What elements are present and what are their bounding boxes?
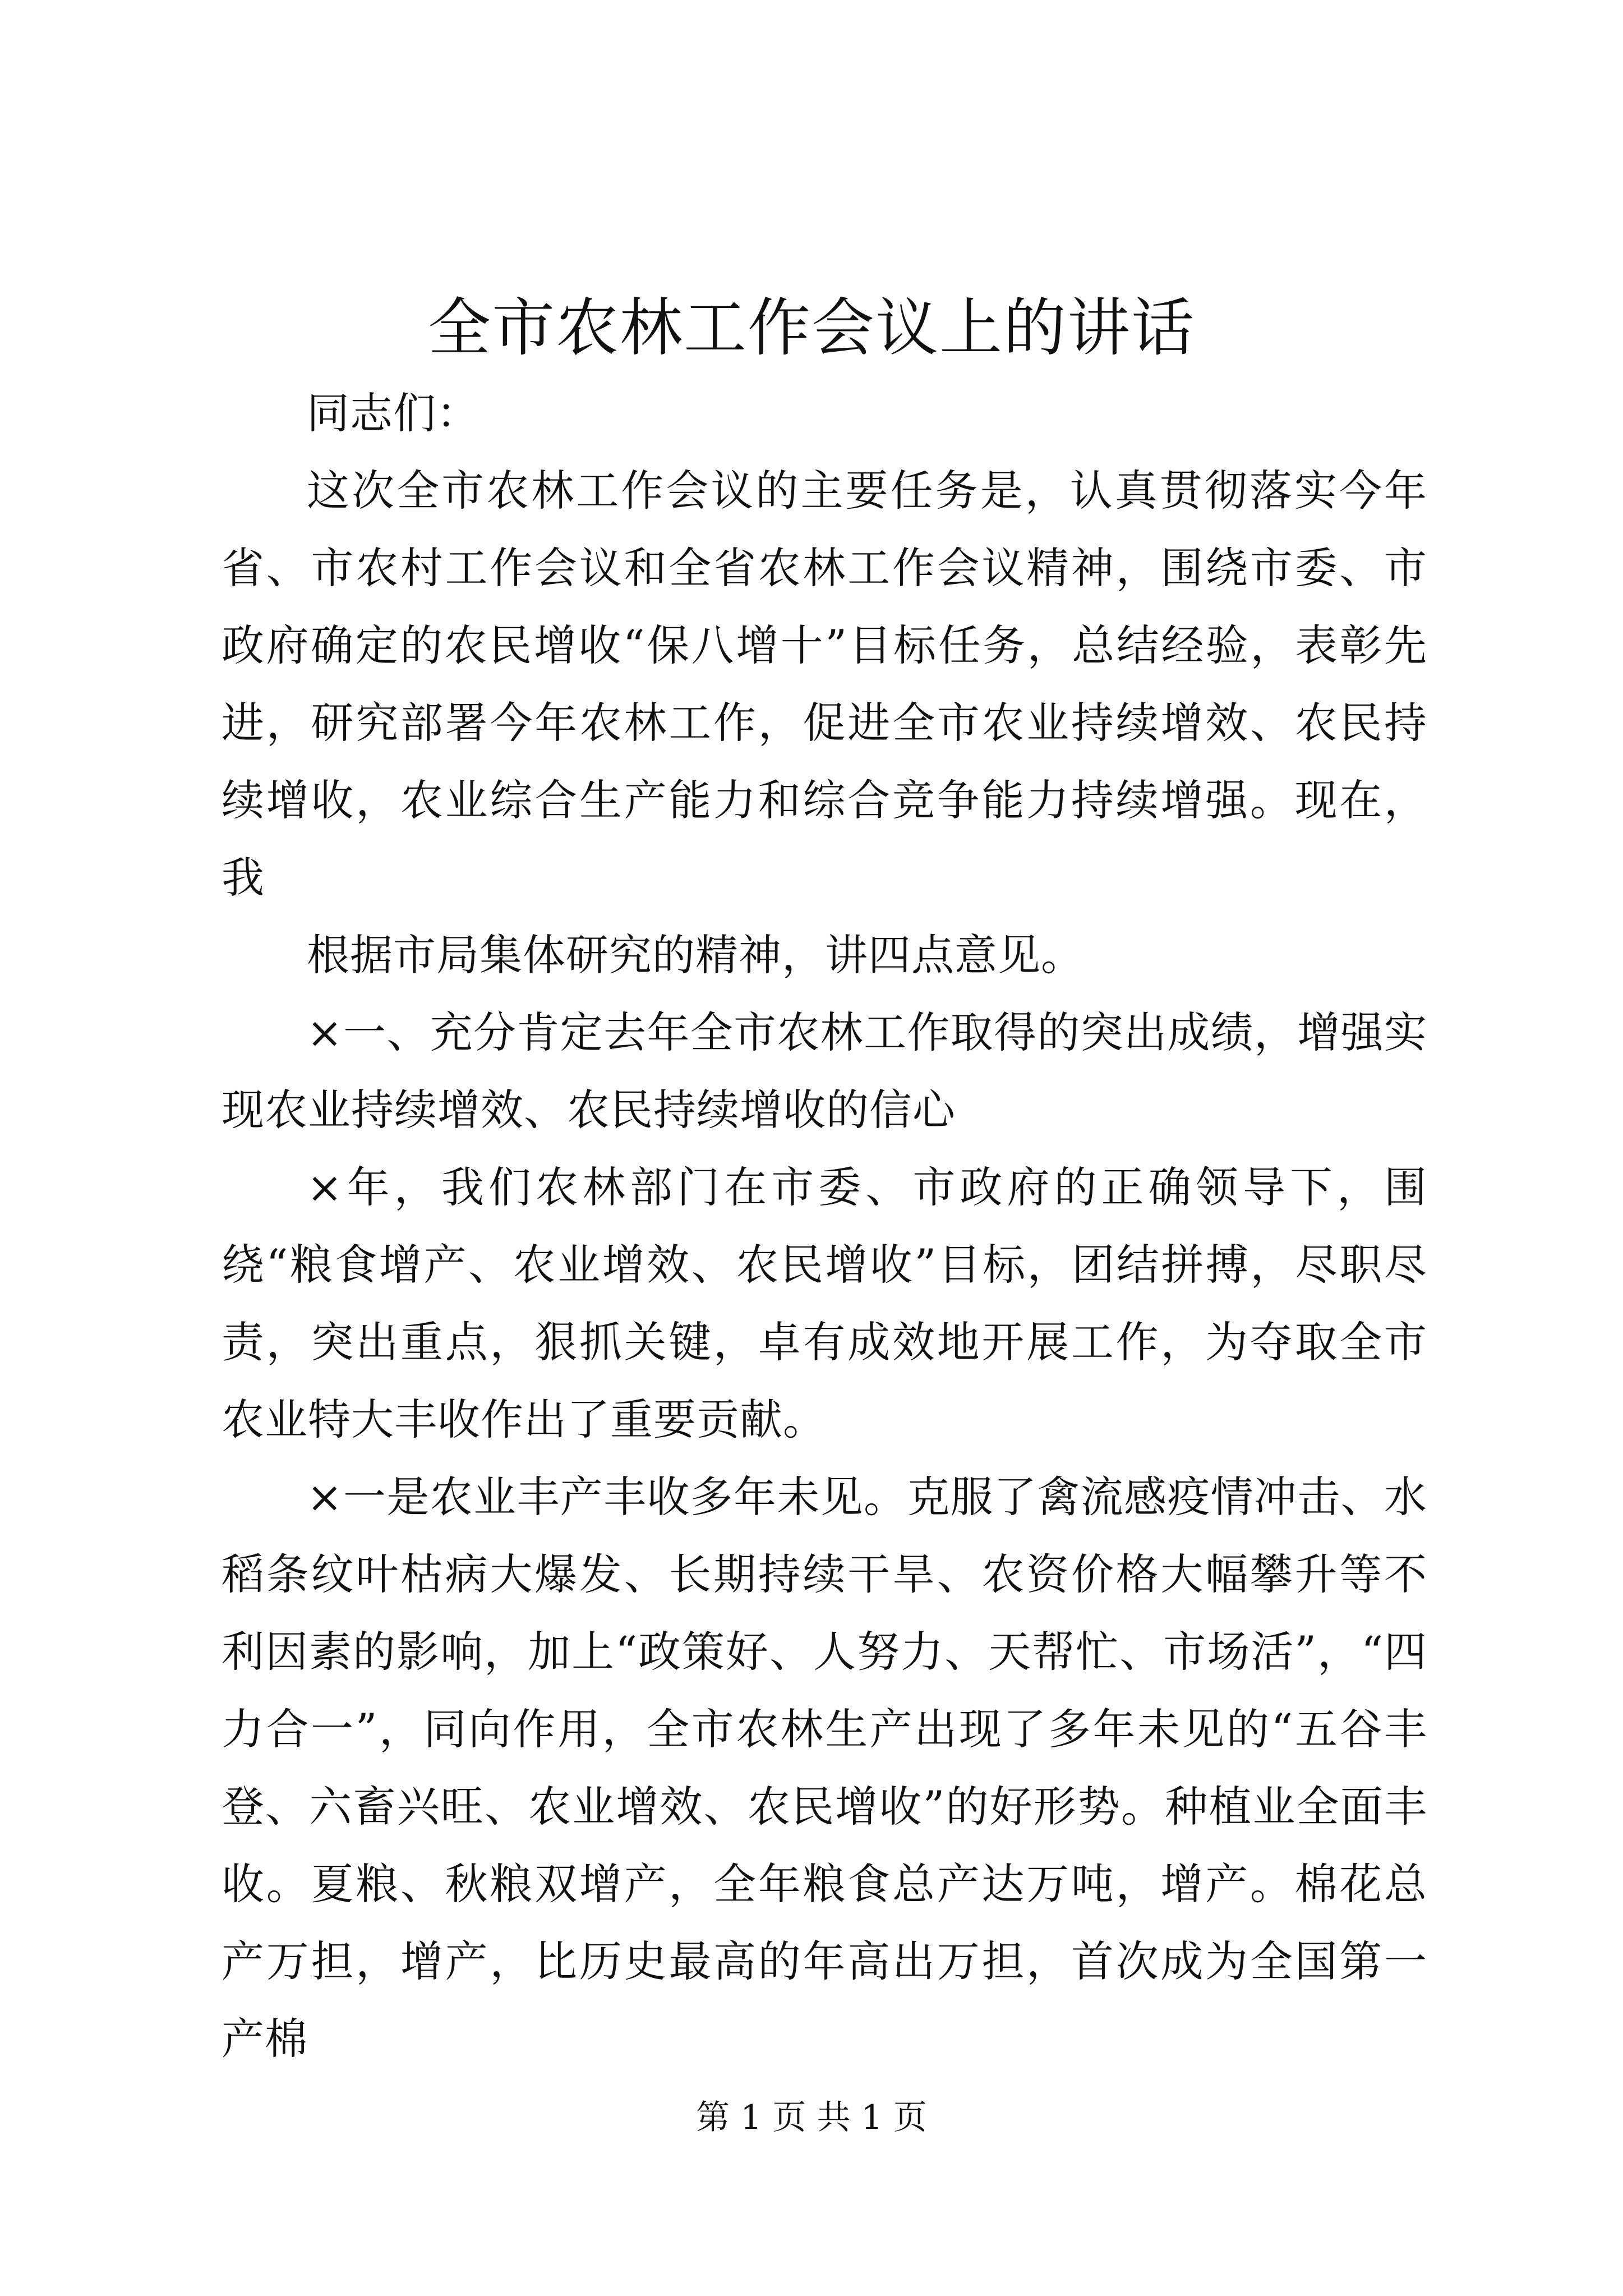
document-body [222,375,1427,2078]
year-summary-paragraph: ×年，我们农林部门在市委、市政府的正确领导下，围绕“粮食增产、农业增效、农民增收”目标，团结拼搏，尽职尽责，突出重点，狠抓关键，卓有成效地开展工作，为夺取全市农业特大丰收作出了重要贡献。 [222,1162,1427,1444]
section-heading-paragraph: ×一、充分肯定去年全市农林工作取得的突出成绩，增强实现农业持续增效、农民持续增收的信心 [222,1007,1427,1135]
salutation-paragraph: 同志们： [307,388,479,438]
document-title: 全市农林工作会议上的讲话 [428,292,1195,365]
intro-paragraph: 这次全市农林工作会议的主要任务是，认真贯彻落实今年省、市农村工作会议和全省农林工作会议精神，围绕市委、市政府确定的农民增收“保八增十”目标任务，总结经验，表彰先进，研究部署今年农林工作，促进全市农业持续增效、农民持续增收，农业综合生产能力和综合竞争能力持续增强。现在，我 [222,466,1427,903]
intro-continuation-paragraph: 根据市局集体研究的精神，讲四点意见。 [307,930,1084,980]
harvest-paragraph: ×一是农业丰产丰收多年未见。克服了禽流感疫情冲击、水稻条纹叶枯病大爆发、长期持续干旱、农资价格大幅攀升等不利因素的影响，加上“政策好、人努力、天帮忙、市场活”，“四力合一”，同向作用，全市农林生产出现了多年未见的“五谷丰登、六畜兴旺、农业增效、农民增收”的好形势。种植业全面丰收。夏粮、秋粮双增产，全年粮食总产达万吨，增产。棉花总产万担，增产，比历史最高的年高出万担，首次成为全国第一产棉 [222,1472,1427,2064]
page-footer: 第 1 页 共 1 页 [696,2098,927,2137]
